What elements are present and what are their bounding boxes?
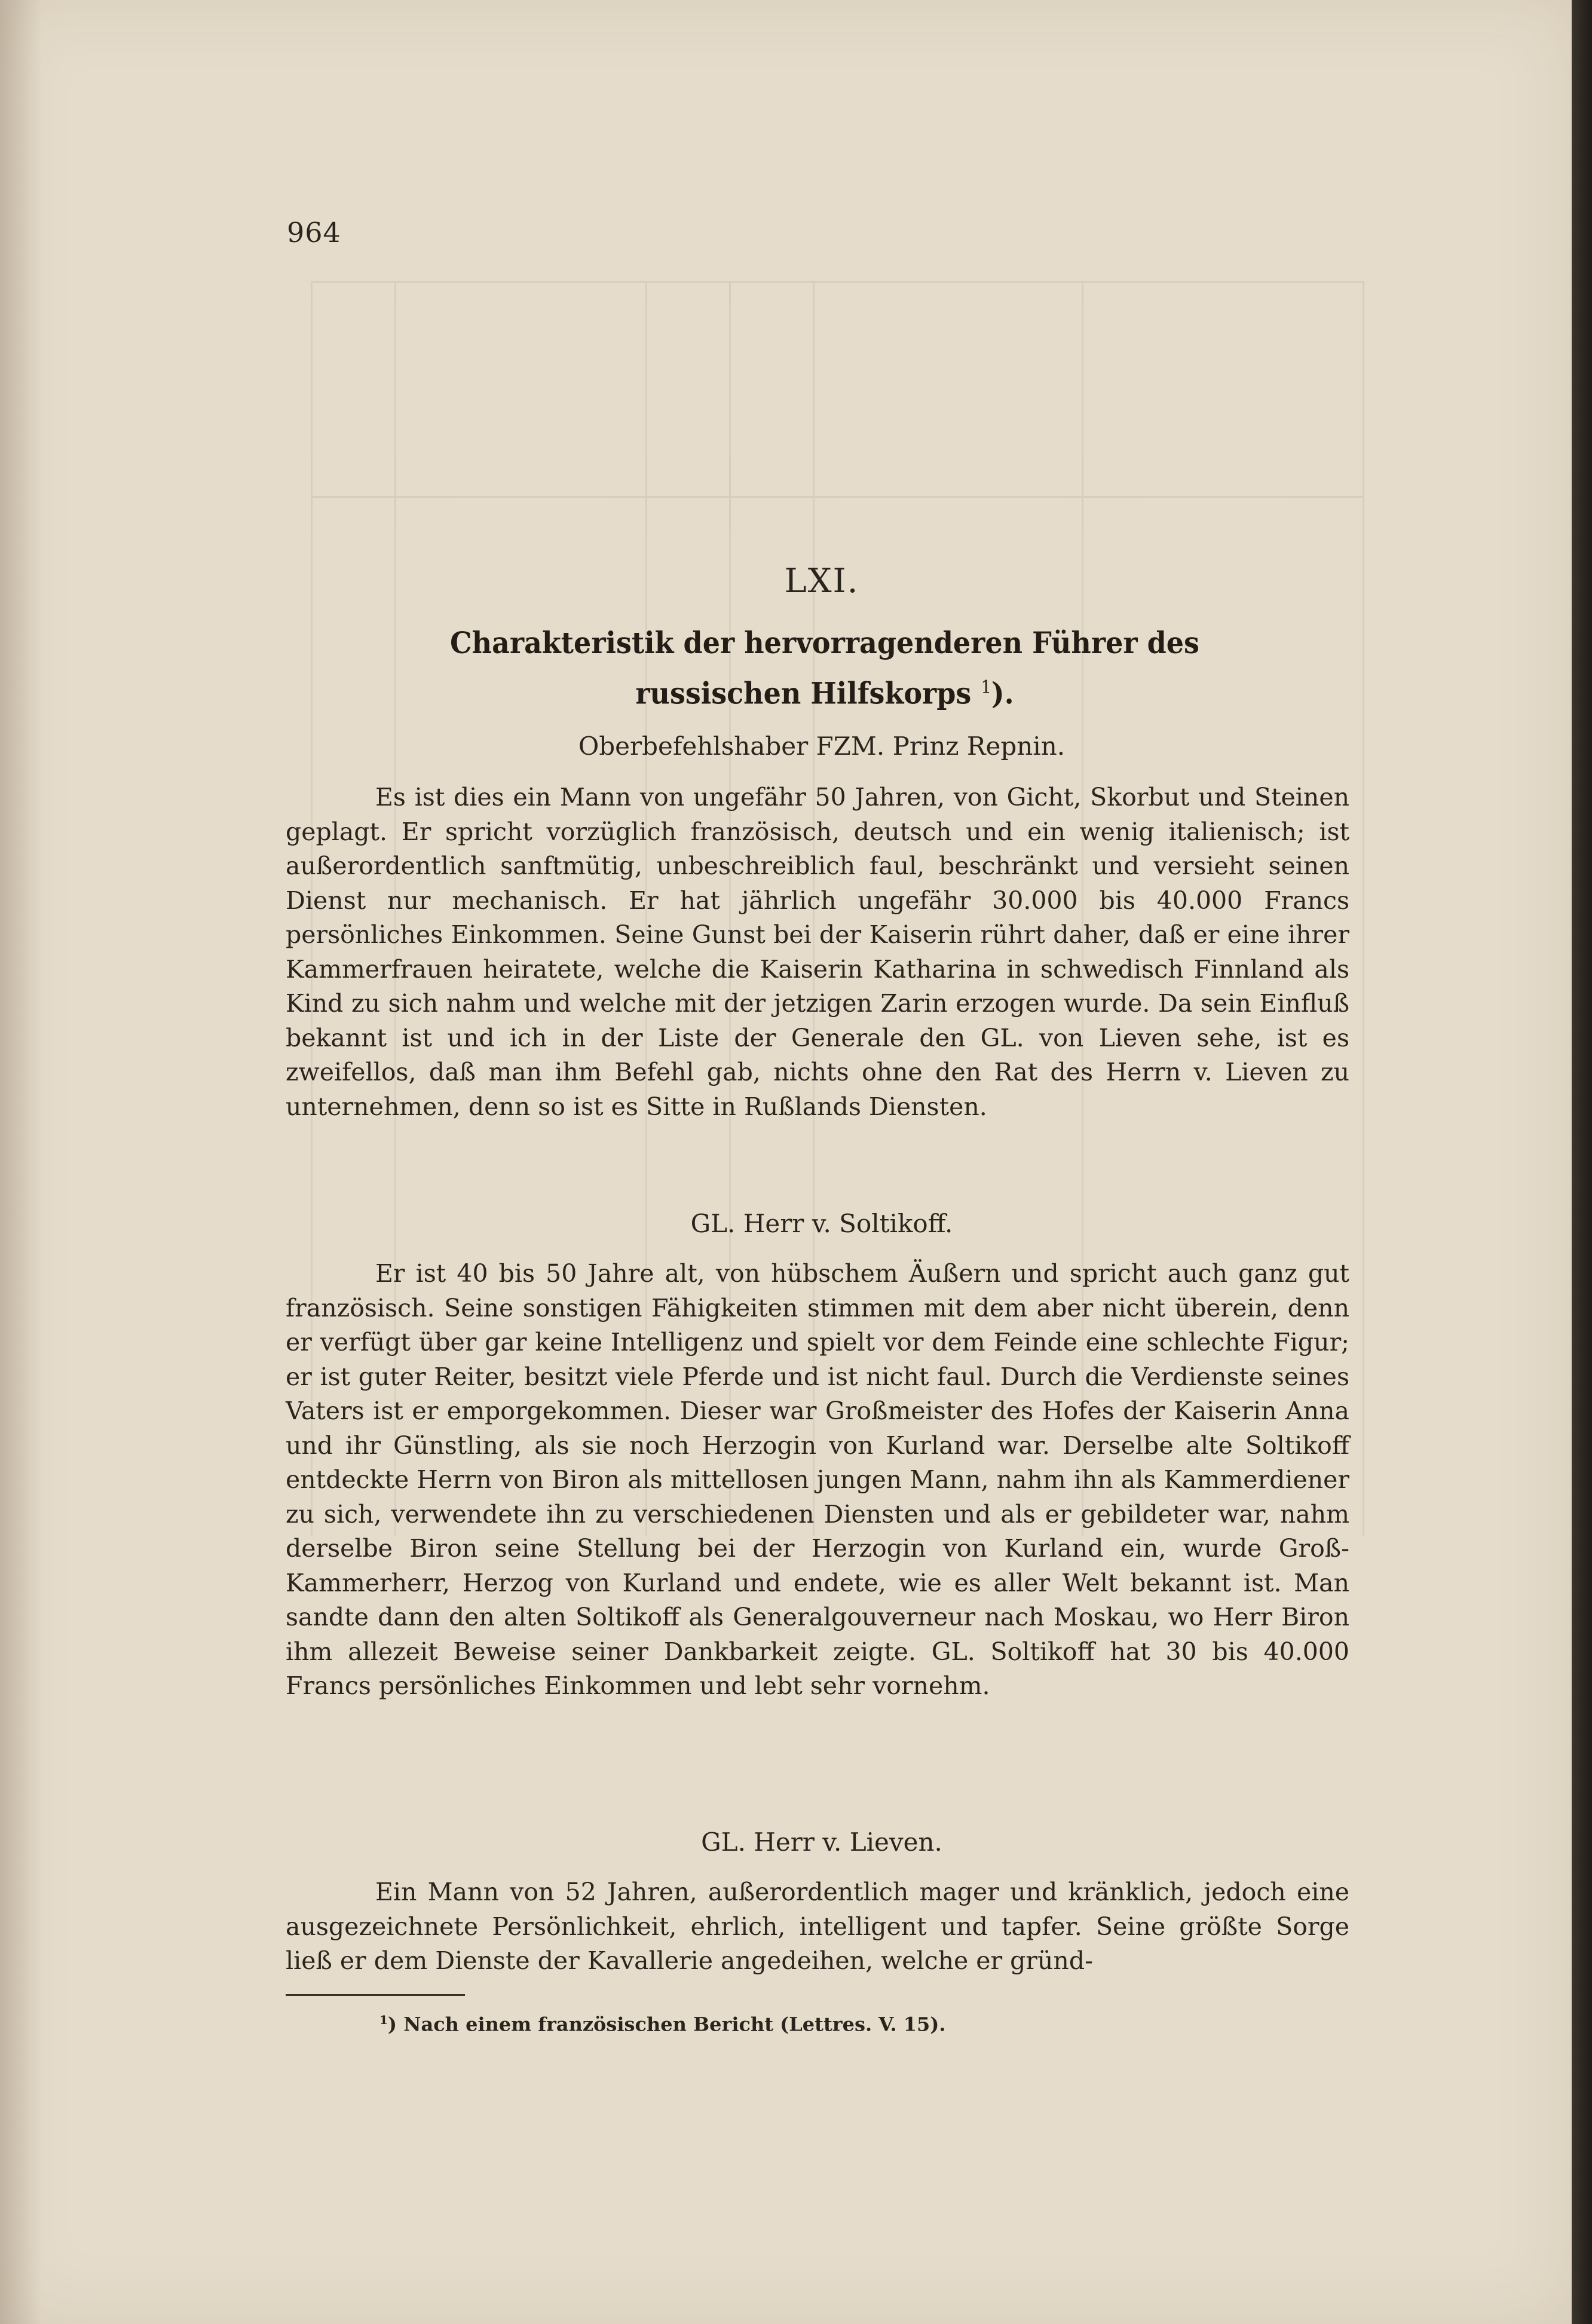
title-footnote-mark: 1 xyxy=(981,677,991,698)
footnote-text: ) Nach einem französischen Bericht (Lettres. V. 15). xyxy=(387,2013,946,2036)
spine-shadow xyxy=(0,0,42,2324)
paragraph-repnin: Es ist dies ein Mann von ungefähr 50 Jahren, von Gicht, Skorbut und Steinen geplagt. Er spricht vorzüglich französisch, deutsch und ein wenig italienisch; ist außerordentlich sanftmütig, unbeschreiblich faul, beschränkt und versieht seinen Dienst nur mechanisch. Er hat jährlich ungefähr 30.000 bis 40.000 Francs persönliches Einkommen. Seine Gunst bei der Kaiserin rührt daher, daß er eine ihrer Kammerfrauen heiratete, welche die Kaiserin Katharina in schwedisch Finnland als Kind zu sich nahm und welche mit der jetzigen Zarin erzogen wurde. Da sein Einfluß bekannt ist und ich in der Liste der Generale den GL. von Lieven sehe, ist es zweifellos, daß man ihm Befehl gab, nichts ohne den Rat des Herrn v. Lieven zu unternehmen, denn so ist es Sitte in Rußlands Diensten. xyxy=(286,783,1349,1121)
chapter-title xyxy=(363,620,1287,716)
page-number: 964 xyxy=(287,216,341,249)
chapter-title-text: Charakteristik der hervorragenderen Führer des russischen Hilfskorps xyxy=(450,625,1199,711)
section-heading-soltikoff: GL. Herr v. Soltikoff. xyxy=(690,1209,953,1238)
footnote xyxy=(379,2013,946,2036)
chapter-number: LXI. xyxy=(784,562,859,601)
footnote-mark: 1 xyxy=(379,2013,388,2027)
footnote-rule xyxy=(286,1994,465,1996)
page-edge xyxy=(1572,0,1592,2324)
paragraph-lieven: Ein Mann von 52 Jahren, außerordentlich mager und kränklich, jedoch eine ausgezeichnete Persönlichkeit, ehrlich, intelligent und tapfer. Seine größte Sorge ließ er dem Dienste der Kavallerie angedeihen, welche er gründ- xyxy=(286,1878,1349,1975)
section-heading-repnin: Oberbefehlshaber FZM. Prinz Repnin. xyxy=(578,731,1066,761)
title-end: ). xyxy=(991,675,1014,711)
paragraph-soltikoff: Er ist 40 bis 50 Jahre alt, von hübschem Äußern und spricht auch ganz gut französisch. Seine sonstigen Fähigkeiten stimmen mit dem aber nicht überein, denn er verfügt über gar keine Intelligenz und spielt vor dem Feinde eine schlechte Figur; er ist guter Reiter, besitzt viele Pferde und ist nicht faul. Durch die Verdienste seines Vaters ist er emporgekommen. Dieser war Großmeister des Hofes der Kaiserin Anna und ihr Günstling, als sie noch Herzogin von Kurland war. Derselbe alte Soltikoff entdeckte Herrn von Biron als mittellosen jungen Mann, nahm ihn als Kammerdiener zu sich, verwendete ihn zu verschiedenen Diensten und als er gebildeter war, nahm derselbe Biron seine Stellung bei der Herzogin von Kurland ein, wurde Groß-Kammerherr, Herzog von Kurland und endete, wie es aller Welt bekannt ist. Man sandte dann den alten Soltikoff als Generalgouverneur nach Moskau, wo Herr Biron ihm allezeit Beweise seiner Dankbarkeit zeigte. GL. Soltikoff hat 30 bis 40.000 Francs persönliches Einkommen und lebt sehr vornehm. xyxy=(286,1259,1349,1700)
section-heading-lieven: GL. Herr v. Lieven. xyxy=(701,1827,942,1857)
